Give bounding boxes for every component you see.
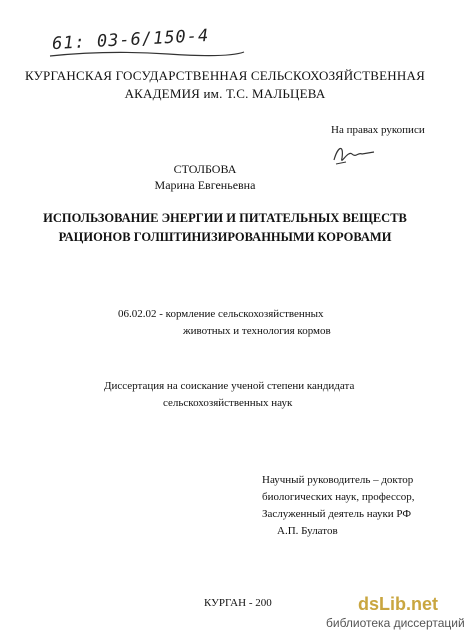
specialty-line-2: животных и технология кормов <box>183 325 331 337</box>
supervisor-line-2: биологических наук, профессор, <box>262 491 415 503</box>
supervisor-line-4: А.П. Булатов <box>277 525 338 537</box>
author-surname: СТОЛБОВА <box>173 162 237 176</box>
degree-line-1: Диссертация на соискание ученой степени кандидата <box>104 380 355 392</box>
watermark-brand: dsLib.net <box>358 594 438 614</box>
author-given-name: Марина Евгеньевна <box>154 178 256 192</box>
supervisor-line-1: Научный руководитель – доктор <box>262 474 414 486</box>
rights-note: На правах рукописи <box>331 124 425 136</box>
dissertation-title-line-1: ИСПОЛЬЗОВАНИЕ ЭНЕРГИИ И ПИТАТЕЛЬНЫХ ВЕЩЕСТВ <box>43 211 407 225</box>
footer-city-year: КУРГАН - 200 <box>204 597 272 609</box>
degree-line-2: сельскохозяйственных наук <box>163 397 293 409</box>
specialty-line-1: 06.02.02 - кормление сельскохозяйственных <box>118 308 324 320</box>
watermark-tagline: библиотека диссертаций <box>326 616 465 630</box>
organization-line-2: АКАДЕМИЯ им. Т.С. МАЛЬЦЕВА <box>124 86 326 101</box>
organization-line-1: КУРГАНСКАЯ ГОСУДАРСТВЕННАЯ СЕЛЬСКОХОЗЯЙСТВЕННАЯ <box>25 68 425 83</box>
handwritten-archive-code: 61: 03-6/150-4 <box>51 25 210 55</box>
handwritten-underline <box>48 48 248 60</box>
dissertation-title-line-2: РАЦИОНОВ ГОЛШТИНИЗИРОВАННЫМИ КОРОВАМИ <box>58 230 392 244</box>
supervisor-line-3: Заслуженный деятель науки РФ <box>262 508 412 520</box>
